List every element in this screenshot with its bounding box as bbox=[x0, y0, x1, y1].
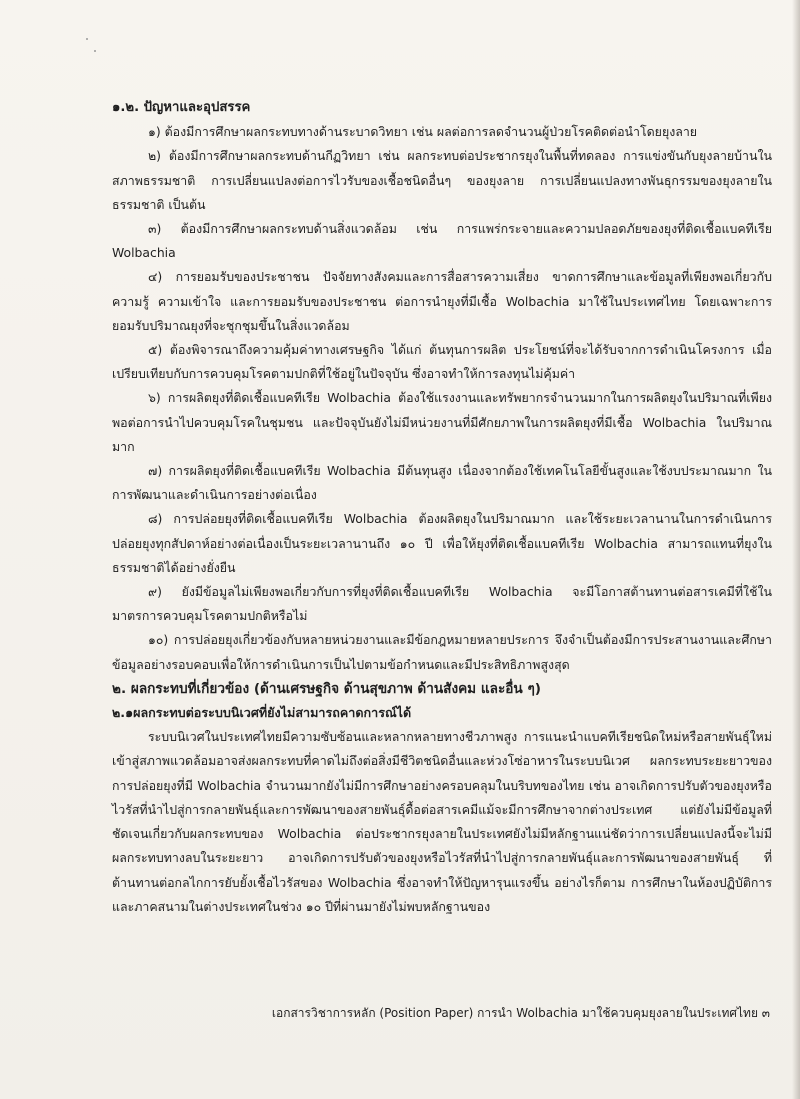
section-1-2-heading: ๑.๒. ปัญหาและอุปสรรค bbox=[112, 100, 251, 115]
problem-item-5: ๕) ต้องพิจารณาถึงความคุ้มค่าทางเศรษฐกิจ ได้แก่ ต้นทุนการผลิต ประโยชน์ที่จะได้รับจากการดำเนินโครงการ เมื่อเปรียบเทียบกับการควบคุมโรคตามปกติที่ใช้อยู่ในปัจจุบัน ซึ่งอาจทำให้การลงทุนไม่คุ้มค่า bbox=[112, 342, 772, 382]
page-footer: เอกสารวิชาการหลัก (Position Paper) การนำ Wolbachia มาใช้ควบคุมยุงลายในประเทศไทย ๓ bbox=[271, 1006, 770, 1020]
problem-item-10: ๑๐) การปล่อยยุงเกี่ยวข้องกับหลายหน่วยงานและมีข้อกฎหมายหลายประการ จึงจำเป็นต้องมีการประสานงานและศึกษาข้อมูลอย่างรอบคอบเพื่อให้การดำเนินการเป็นไปตามข้อกำหนดและมีประสิทธิภาพสูงสุด bbox=[112, 632, 772, 672]
problem-item-9: ๙) ยังมีข้อมูลไม่เพียงพอเกี่ยวกับการที่ยุงที่ติดเชื้อแบคทีเรีย Wolbachia จะมีโอกาสต้านทานต่อสารเคมีที่ใช้ในมาตรการควบคุมโรคตามปกติหรือไม่ bbox=[112, 584, 772, 624]
problem-item-3: ๓) ต้องมีการศึกษาผลกระทบด้านสิ่งแวดล้อม เช่น การแพร่กระจายและความปลอดภัยของยุงที่ติดเชื้อแบคทีเรีย Wolbachia bbox=[112, 221, 772, 261]
scan-speck bbox=[86, 38, 88, 40]
section-2-heading: ๒. ผลกระทบที่เกี่ยวข้อง (ด้านเศรษฐกิจ ด้านสุขภาพ ด้านสังคม และอื่น ๆ) bbox=[112, 680, 541, 697]
problem-item-1: ๑) ต้องมีการศึกษาผลกระทบทางด้านระบาดวิทยา เช่น ผลต่อการลดจำนวนผู้ป่วยโรคติดต่อนำโดยยุงลาย bbox=[148, 124, 698, 140]
problem-item-2: ๒) ต้องมีการศึกษาผลกระทบด้านกีฏวิทยา เช่น ผลกระทบต่อประชากรยุงในพื้นที่ทดลอง การแข่งขันกับยุงลายบ้านในสภาพธรรมชาติ การเปลี่ยนแปลงต่อการไวรับของเชื้อชนิดอื่นๆ ของยุงลาย การเปลี่ยนแปลงทางพันธุกรรมของยุงลายในธรรมชาติ เป็นต้น bbox=[112, 148, 772, 212]
scan-speck bbox=[94, 50, 96, 52]
problem-item-6: ๖) การผลิตยุงที่ติดเชื้อแบคทีเรีย Wolbachia ต้องใช้แรงงานและทรัพยากรจำนวนมากในการผลิตยุงในปริมาณที่เพียงพอต่อการนำไปควบคุมโรคในชุมชน และปัจจุบันยังไม่มีหน่วยงานที่มีศักยภาพในการผลิตยุงที่มีเชื้อ Wolbachia ในปริมาณมาก bbox=[112, 390, 772, 454]
document-body bbox=[112, 96, 772, 919]
problem-item-7: ๗) การผลิตยุงที่ติดเชื้อแบคทีเรีย Wolbachia มีต้นทุนสูง เนื่องจากต้องใช้เทคโนโลยีขั้นสูงและใช้งบประมาณมาก ในการพัฒนาและดำเนินการอย่างต่อเนื่อง bbox=[112, 463, 772, 503]
problem-item-8: ๘) การปล่อยยุงที่ติดเชื้อแบคทีเรีย Wolbachia ต้องผลิตยุงในปริมาณมาก และใช้ระยะเวลานานในการดำเนินการปล่อยยุงทุกสัปดาห์อย่างต่อเนื่องเป็นระยะเวลานานถึง ๑๐ ปี เพื่อให้ยุงที่ติดเชื้อแบคทีเรีย Wolbachia สามารถแทนที่ยุงในธรรมชาติได้อย่างยั่งยืน bbox=[112, 511, 772, 575]
section-2-1-heading: ๒.๑ผลกระทบต่อระบบนิเวศที่ยังไม่สามารถคาดการณ์ได้ bbox=[112, 705, 412, 721]
problem-item-4: ๔) การยอมรับของประชาชน ปัจจัยทางสังคมและการสื่อสารความเสี่ยง ขาดการศึกษาและข้อมูลที่เพียงพอเกี่ยวกับความรู้ ความเข้าใจ และการยอมรับของประชาชน ต่อการนำยุงที่มีเชื้อ Wolbachia มาใช้ในประเทศไทย โดยเฉพาะการยอมรับปริมาณยุงที่จะชุกชุมขึ้นในสิ่งแวดล้อม bbox=[112, 269, 772, 333]
page-edge-shadow bbox=[792, 0, 800, 1099]
section-2-1-body: ระบบนิเวศในประเทศไทยมีความซับซ้อนและหลากหลายทางชีวภาพสูง การแนะนำแบคทีเรียชนิดใหม่หรือสายพันธุ์ใหม่เข้าสู่สภาพแวดล้อมอาจส่งผลกระทบที่คาดไม่ถึงต่อสิ่งมีชีวิตชนิดอื่นและห่วงโซ่อาหารในระบบนิเวศ ผลกระทบระยะยาวของการปล่อยยุงที่มี Wolbachia จำนวนมากยังไม่มีการศึกษาอย่างครอบคลุมในบริบทของไทย เช่น อาจเกิดการปรับตัวของยุงหรือไวรัสที่นำไปสู่การกลายพันธุ์และการพัฒนาของสายพันธุ์ดื้อต่อสารเคมีแม้จะมีการศึกษาจากต่างประเทศ แต่ยังไม่มีข้อมูลที่ชัดเจนเกี่ยวกับผลกระทบของ Wolbachia ต่อประชากรยุงลายในประเทศยังไม่มีหลักฐานแน่ชัดว่าการเปลี่ยนแปลงนี้จะไม่มีผลกระทบทางลบในระยะยาว อาจเกิดการปรับตัวของยุงหรือไวรัสที่นำไปสู่การกลายพันธุ์และการพัฒนาของสายพันธุ์ ที่ต้านทานต่อกลไกการยับยั้งเชื้อไวรัสของ Wolbachia ซึ่งอาจทำให้ปัญหารุนแรงขึ้น อย่างไรก็ตาม การศึกษาในห้องปฏิบัติการและภาคสนามในต่างประเทศในช่วง ๑๐ ปีที่ผ่านมายังไม่พบหลักฐานของ bbox=[112, 729, 772, 914]
